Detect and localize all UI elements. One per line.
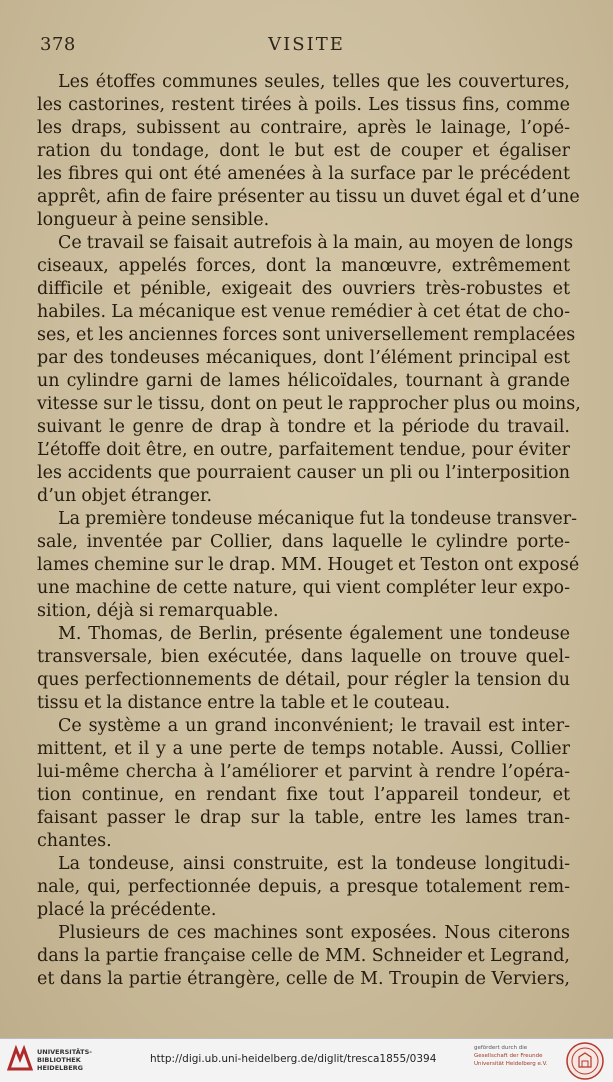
text-line: ques perfectionnements de détail, pour régler la tension du	[37, 670, 570, 690]
text-line: vitesse sur le tissu, dont on peut le rapprocher plus ou moins,	[37, 394, 581, 414]
viewer-footer	[0, 1038, 613, 1082]
text-line: les draps, subissent au contraire, après le lainage, l’opé-	[37, 118, 570, 138]
text-line: Ce travail se faisait autrefois à la main, au moyen de longs	[58, 233, 574, 253]
library-name	[37, 1048, 92, 1072]
text-line: tion continue, en rendant fixe tout l’appareil tondeur, et	[37, 785, 570, 805]
text-line: suivant le genre de drap à tondre et la période du travail.	[37, 417, 570, 437]
sponsor-line: gefördert durch die	[474, 1045, 528, 1051]
library-name-line: BIBLIOTHEK	[37, 1056, 81, 1064]
text-line: longueur à peine sensible.	[37, 210, 270, 230]
text-line: sale, inventée par Collier, dans laquelle le cylindre porte-	[37, 532, 570, 552]
running-title: VISITE	[268, 34, 345, 55]
sponsor-line: Gesellschaft der Freunde	[474, 1053, 543, 1059]
text-line: lui-même chercha à l’améliorer et parvint à rendre l’opéra-	[37, 762, 570, 782]
text-line: les castorines, restent tirées à poils. Les tissus fins, comme	[37, 95, 570, 115]
text-line: tissu et la distance entre la table et le couteau.	[37, 693, 451, 713]
permalink[interactable]: http://digi.ub.uni-heidelberg.de/diglit/tresca1855/0394	[150, 1053, 437, 1065]
text-line: chantes.	[37, 831, 112, 851]
text-line: placé la précédente.	[37, 900, 217, 920]
text-line: lames chemine sur le drap. MM. Houget et Teston ont exposé	[37, 555, 580, 575]
library-name-line: HEIDELBERG	[37, 1064, 84, 1072]
text-line: ciseaux, appelés forces, dont la manœuvre, extrêmement	[37, 256, 570, 276]
text-line: par des tondeuses mécaniques, dont l’élément principal est	[37, 348, 570, 368]
text-line: nale, qui, perfectionnée depuis, a presque totalement rem-	[37, 877, 570, 897]
text-line: ration du tondage, dont le but est de couper et égaliser	[37, 141, 570, 161]
sponsor-credit	[474, 1044, 547, 1068]
text-line: Ce système a un grand inconvénient; le travail est inter-	[58, 716, 570, 736]
page-number: 378	[40, 34, 76, 55]
text-line: une machine de cette nature, qui vient compléter leur expo-	[37, 578, 570, 598]
text-line: La tondeuse, ainsi construite, est la tondeuse longitudi-	[58, 854, 570, 874]
text-line: L’étoffe doit être, en outre, parfaitement tendue, pour éviter	[37, 440, 570, 460]
text-line: un cylindre garni de lames hélicoïdales, tournant à grande	[37, 371, 570, 391]
text-line: transversale, bien exécutée, dans laquelle on trouve quel-	[37, 647, 570, 667]
university-library-logo-icon	[6, 1045, 34, 1073]
text-line: Plusieurs de ces machines sont exposées. Nous citerons	[58, 923, 570, 943]
text-line: M. Thomas, de Berlin, présente également une tondeuse	[58, 624, 570, 644]
text-line: les fibres qui ont été amenées à la surface par le précédent	[37, 164, 570, 184]
sponsor-line: Universität Heidelberg e.V.	[474, 1061, 548, 1067]
text-line: Les étoffes communes seules, telles que les couvertures,	[58, 72, 570, 92]
text-line: ses, et les anciennes forces sont universellement remplacées	[37, 325, 576, 345]
text-line: difficile et pénible, exigeait des ouvriers très-robustes et	[37, 279, 570, 299]
text-line: sition, déjà si remarquable.	[37, 601, 279, 621]
text-line: les accidents que pourraient causer un pli ou l’interposition	[37, 463, 570, 483]
text-line: faisant passer le drap sur la table, entre les lames tran-	[37, 808, 570, 828]
text-line: La première tondeuse mécanique fut la tondeuse transver-	[58, 509, 577, 529]
library-name-line: UNIVERSITÄTS-	[37, 1048, 92, 1056]
text-line: habiles. La mécanique est venue remédier à cet état de cho-	[37, 302, 570, 322]
text-line: et dans la partie étrangère, celle de M. Troupin de Verviers,	[37, 969, 570, 989]
text-line: dans la partie française celle de MM. Schneider et Legrand,	[37, 946, 570, 966]
text-line: mittent, et il y a une perte de temps notable. Aussi, Collier	[37, 739, 570, 759]
text-line: d’un objet étranger.	[37, 486, 213, 506]
text-line: apprêt, afin de faire présenter au tissu un duvet égal et d’une	[37, 187, 580, 207]
university-seal-icon	[565, 1041, 605, 1081]
